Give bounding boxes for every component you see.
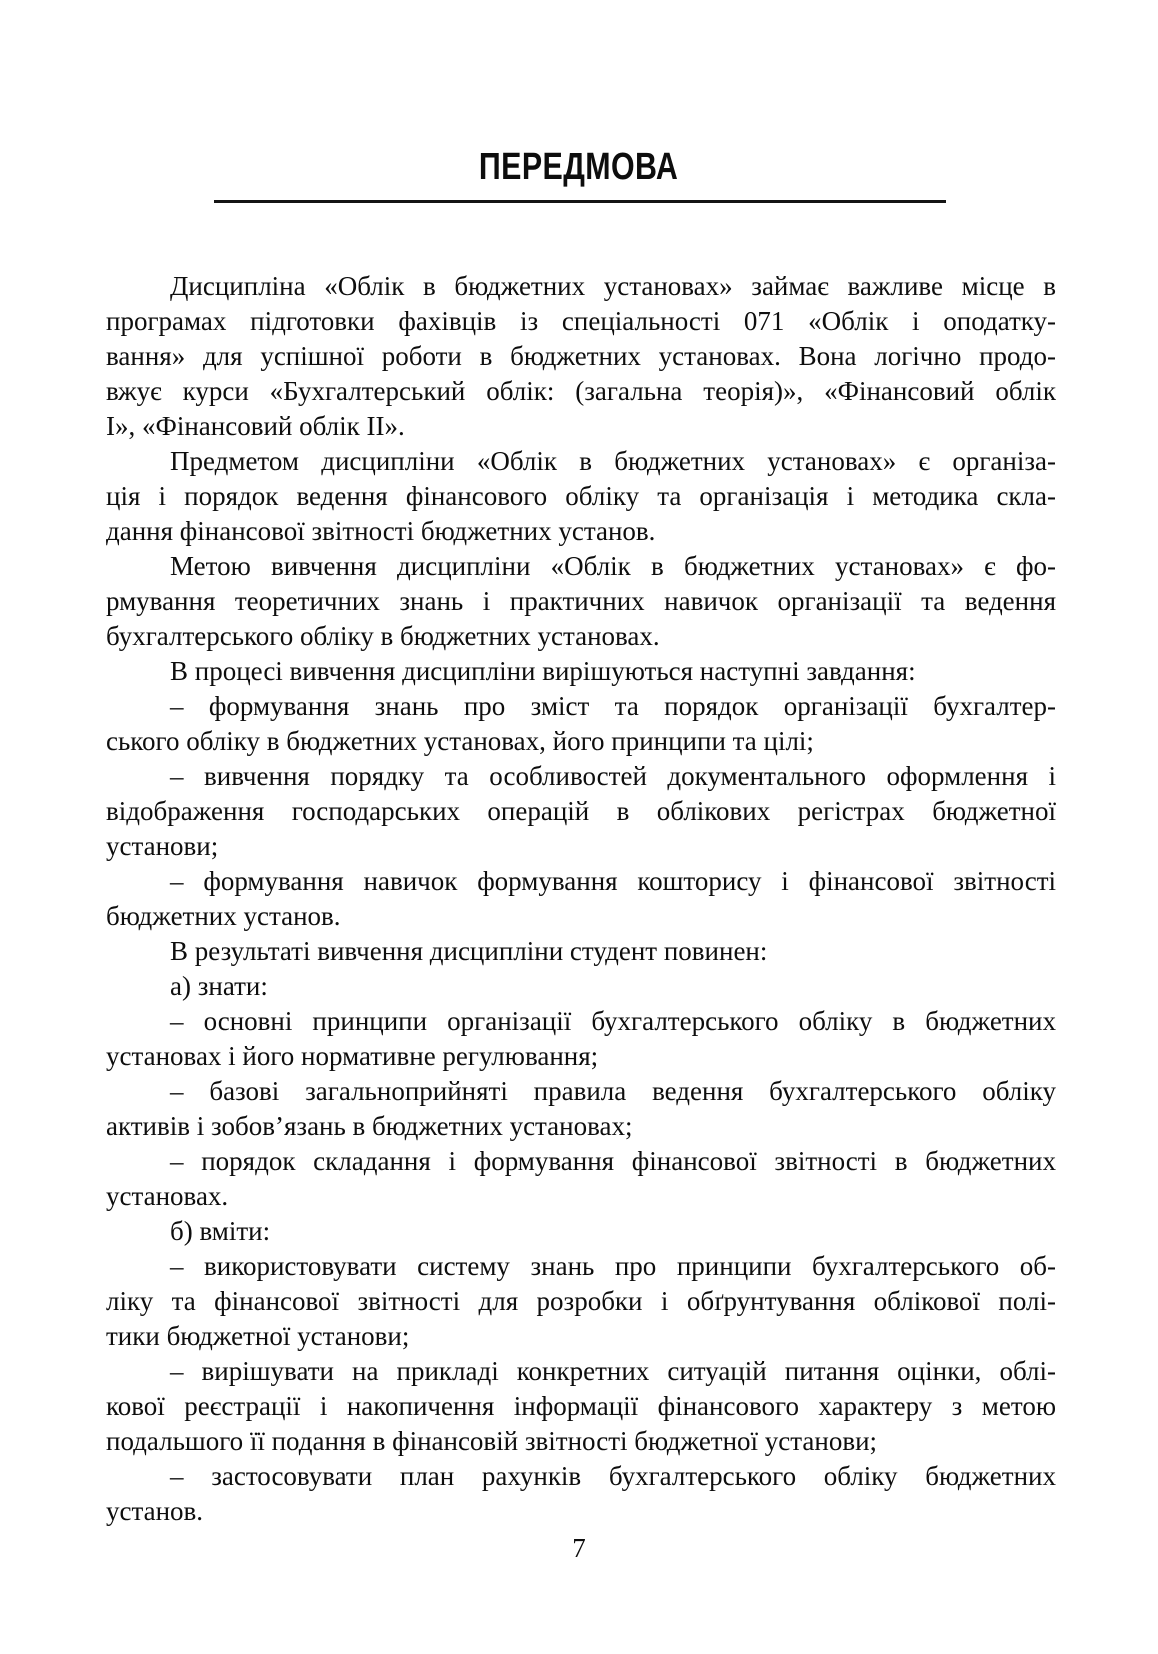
text-line: – базові загальноприйняті правила ведення бухгалтерського обліку [170,1076,1056,1106]
text-line: – застосовувати план рахунків бухгалтерського обліку бюджетних [170,1461,1056,1491]
text-line: активів і зобов’язань в бюджетних установах; [106,1111,633,1141]
text-line: а) знати: [170,971,268,1001]
text-line: тики бюджетної установи; [106,1321,410,1351]
text-line: Метою вивчення дисципліни «Облік в бюджетних установах» є фо- [170,551,1056,581]
text-line: вжує курси «Бухгалтерський облік: (загальна теорія)», «Фінансовий облік [106,376,1056,406]
text-line: – використовувати систему знань про принципи бухгалтерського об- [170,1251,1056,1281]
text-line: відображення господарських операцій в облікових регістрах бюджетної [106,796,1056,826]
text-line: В результаті вивчення дисципліни студент повинен: [170,936,768,966]
title-divider-rule [214,200,946,203]
text-line: Предметом дисципліни «Облік в бюджетних установах» є організа- [170,446,1056,476]
text-line: ліку та фінансової звітності для розробки і обґрунтування облікової полі- [106,1286,1056,1316]
page-header [0,146,1158,189]
page-number: 7 [572,1533,586,1563]
text-line: установах. [106,1181,229,1211]
text-line: програмах підготовки фахівців із спеціальності 071 «Облік і оподатку- [106,306,1056,336]
page-title: ПЕРЕДМОВА [479,146,679,188]
text-line: – вирішувати на прикладі конкретних ситуацій питання оцінки, облі- [170,1356,1056,1386]
text-line: б) вміти: [170,1216,271,1246]
text-line: кової реєстрації і накопичення інформації фінансового характеру з метою [106,1391,1056,1421]
text-line: дання фінансової звітності бюджетних установ. [106,516,656,546]
text-line: подальшого її подання в фінансовій звітності бюджетної установи; [106,1426,878,1456]
body-text [106,269,1056,1529]
text-line: В процесі вивчення дисципліни вирішуються наступні завдання: [170,656,916,686]
text-line: ція і порядок ведення фінансового обліку та організація і методика скла- [106,481,1056,511]
text-line: установах і його нормативне регулювання; [106,1041,599,1071]
text-line: – формування навичок формування кошторису і фінансової звітності [170,866,1056,896]
text-line: установ. [106,1496,204,1526]
text-line: – вивчення порядку та особливостей документального оформлення і [170,761,1056,791]
text-line: – порядок складання і формування фінансової звітності в бюджетних [170,1146,1056,1176]
text-line: І», «Фінансовий облік ІІ». [106,411,405,441]
text-line: бухгалтерського обліку в бюджетних установах. [106,621,660,651]
text-line: – основні принципи організації бухгалтерського обліку в бюджетних [170,1006,1056,1036]
text-line: установи; [106,831,219,861]
text-line: – формування знань про зміст та порядок організації бухгалтер- [170,691,1056,721]
text-line: Дисципліна «Облік в бюджетних установах» займає важливе місце в [170,271,1056,301]
text-line: ського обліку в бюджетних установах, його принципи та цілі; [106,726,814,756]
text-line: вання» для успішної роботи в бюджетних установах. Вона логічно продо- [106,341,1056,371]
text-line: рмування теоретичних знань і практичних навичок організації та ведення [106,586,1056,616]
text-line: бюджетних установ. [106,901,341,931]
